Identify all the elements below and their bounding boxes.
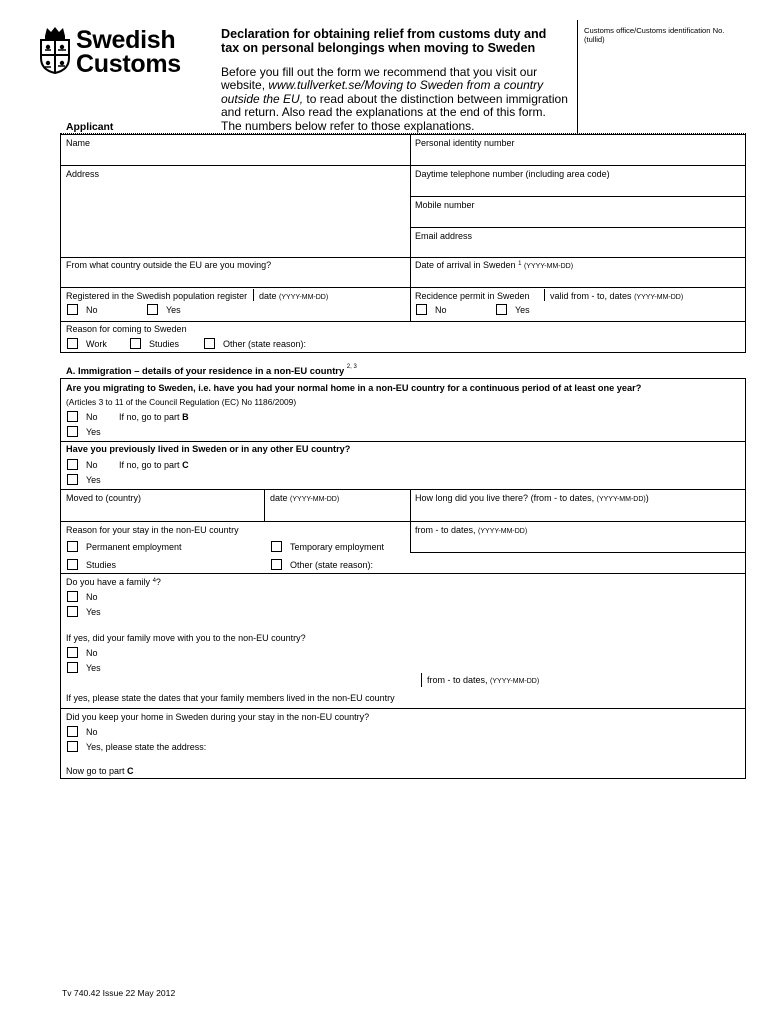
country-question-label: From what country outside the EU are you moving? xyxy=(66,260,272,270)
office-label-line-1: Customs office/Customs identification No. xyxy=(584,26,725,35)
divider xyxy=(60,321,746,322)
divider xyxy=(60,165,746,166)
arrival-date-text: Date of arrival in Sweden xyxy=(415,260,516,270)
personal-id-label: Personal identity number xyxy=(415,138,515,148)
from-to-text: from - to dates, xyxy=(415,525,476,535)
intro-website-link-cont[interactable]: outside the EU, xyxy=(221,91,304,106)
date-format-hint: (YYYY-MM-DD) xyxy=(290,496,340,503)
title-line-1: Declaration for obtaining relief from customs duty and xyxy=(221,27,547,41)
address-label: Address xyxy=(66,169,100,179)
intro-line-2-pre: website, xyxy=(221,78,269,93)
country-field[interactable] xyxy=(61,272,409,286)
go-to-text: Now go to part xyxy=(66,766,125,776)
reason-label: Reason for coming to Sweden xyxy=(66,324,187,334)
intro-line-2 xyxy=(221,79,571,92)
keep-home-no-label: No xyxy=(86,727,98,737)
permit-yes-checkbox[interactable] xyxy=(496,304,507,315)
how-long-text: How long did you live there? (from - to dates, xyxy=(415,493,595,503)
arrival-date-field[interactable] xyxy=(411,272,745,286)
perm-employment-label: Permanent employment xyxy=(86,542,182,552)
customs-office-label xyxy=(584,26,754,44)
moved-date-field[interactable] xyxy=(265,505,409,520)
address-field[interactable] xyxy=(61,181,409,256)
logo-wordmark xyxy=(76,28,181,76)
form-title xyxy=(221,27,571,55)
divider xyxy=(60,573,746,574)
date-format-hint: (YYYY-MM-DD) xyxy=(279,294,329,301)
how-long-field[interactable] xyxy=(411,505,745,520)
intro-line-4: and return. Also read the explanations at the end of this form. xyxy=(221,105,546,120)
reason-work-checkbox[interactable] xyxy=(67,338,78,349)
family-no-label: No xyxy=(86,592,98,602)
stay-other-label: Other (state reason): xyxy=(290,560,374,570)
field-separator xyxy=(421,673,422,687)
migrating-question: Are you migrating to Sweden, i.e. have you had your normal home in a non-EU country for a continuous period of at least one year? xyxy=(66,383,642,393)
stay-other-checkbox[interactable] xyxy=(271,559,282,570)
stay-studies-checkbox[interactable] xyxy=(67,559,78,570)
moved-to-label: Moved to (country) xyxy=(66,493,142,503)
form-footer: Tv 740.42 Issue 22 May 2012 xyxy=(62,988,176,998)
family-yes-checkbox[interactable] xyxy=(67,606,78,617)
divider xyxy=(410,552,746,553)
arrival-date-label xyxy=(415,260,573,272)
valid-from-text: valid from - to, dates xyxy=(550,291,632,301)
registered-yes-label: Yes xyxy=(166,305,181,315)
date-text: date xyxy=(259,291,277,301)
part-b-ref: B xyxy=(182,412,189,422)
reason-other-checkbox[interactable] xyxy=(204,338,215,349)
date-format-hint: (YYYY-MM-DD) xyxy=(634,294,684,301)
go-to-part-b xyxy=(119,412,189,423)
how-long-close: ) xyxy=(645,493,649,503)
registered-no-checkbox[interactable] xyxy=(67,304,78,315)
mobile-label: Mobile number xyxy=(415,200,475,210)
title-line-2: tax on personal belongings when moving to Sweden xyxy=(221,41,536,55)
daytime-phone-field[interactable] xyxy=(411,181,745,195)
moved-to-field[interactable] xyxy=(61,505,263,520)
reason-work-label: Work xyxy=(86,339,107,349)
family-dates-label: If yes, please state the dates that your family members lived in the non-EU country xyxy=(66,693,395,703)
residence-permit-label: Recidence permit in Sweden xyxy=(415,291,530,301)
divider xyxy=(410,227,746,228)
coat-of-arms-icon xyxy=(38,26,72,74)
temp-employment-checkbox[interactable] xyxy=(271,541,282,552)
intro-website-link[interactable]: www.tullverket.se/Moving to Sweden from a country xyxy=(268,78,544,93)
regulation-note: (Articles 3 to 11 of the Council Regulation (EC) No 1186/2009) xyxy=(66,397,297,407)
go-to-part-c xyxy=(119,460,189,471)
email-field[interactable] xyxy=(411,243,745,256)
previously-lived-question: Have you previously lived in Sweden or in any other EU country? xyxy=(66,444,351,454)
family-no-checkbox[interactable] xyxy=(67,591,78,602)
part-c-ref: C xyxy=(182,460,189,470)
personal-id-field[interactable] xyxy=(411,150,745,164)
daytime-phone-label: Daytime telephone number (including area code) xyxy=(415,169,610,179)
reason-studies-checkbox[interactable] xyxy=(130,338,141,349)
reason-other-label: Other (state reason): xyxy=(223,339,307,349)
office-label-line-2: (tullid) xyxy=(584,35,605,44)
keep-home-yes-checkbox[interactable] xyxy=(67,741,78,752)
family-from-to-label xyxy=(427,675,539,687)
divider xyxy=(60,257,746,258)
go-to-part-c-final xyxy=(66,766,134,777)
family-move-yes-label: Yes xyxy=(86,663,101,673)
intro-line-3-post: to read about the distinction between immigration xyxy=(303,91,568,106)
perm-employment-checkbox[interactable] xyxy=(67,541,78,552)
name-label: Name xyxy=(66,138,91,148)
swedish-customs-logo xyxy=(38,26,188,78)
family-move-no-label: No xyxy=(86,648,98,658)
logo-line-1: Swedish xyxy=(76,26,176,54)
keep-home-no-checkbox[interactable] xyxy=(67,726,78,737)
previously-no-checkbox[interactable] xyxy=(67,459,78,470)
registered-label: Registered in the Swedish population register xyxy=(66,291,248,301)
family-yes-label: Yes xyxy=(86,607,101,617)
moved-date-label xyxy=(270,493,339,505)
part-c-ref: C xyxy=(127,766,134,776)
field-separator xyxy=(253,289,254,301)
logo-line-2: Customs xyxy=(76,50,181,78)
intro-line-3 xyxy=(221,93,571,106)
previously-yes-label: Yes xyxy=(86,475,101,485)
family-move-no-checkbox[interactable] xyxy=(67,647,78,658)
divider xyxy=(410,196,746,197)
applicant-heading: Applicant xyxy=(66,122,114,133)
divider xyxy=(60,441,746,442)
stay-studies-label: Studies xyxy=(86,560,117,570)
date-format-hint: (YYYY-MM-DD) xyxy=(523,263,574,270)
family-question xyxy=(66,577,161,588)
footnote-ref: 1 xyxy=(518,261,522,267)
name-field[interactable] xyxy=(61,150,409,164)
previously-yes-checkbox[interactable] xyxy=(67,474,78,485)
divider xyxy=(60,521,746,522)
section-a-heading xyxy=(66,365,357,376)
intro-line-5: The numbers below refer to those explanations. xyxy=(221,118,475,133)
family-move-question: If yes, did your family move with you to the non-EU country? xyxy=(66,633,306,643)
divider xyxy=(60,708,746,709)
migrating-yes-checkbox[interactable] xyxy=(67,426,78,437)
section-a-heading-text: A. Immigration – details of your residence in a non-EU country xyxy=(66,365,345,376)
intro-text xyxy=(221,66,571,133)
from-to-text: from - to dates, xyxy=(427,675,488,685)
how-long-label xyxy=(415,493,649,505)
date-format-hint: (YYYY-MM-DD) xyxy=(490,678,540,685)
keep-home-yes-label: Yes, please state the address: xyxy=(86,742,207,752)
migrating-yes-label: Yes xyxy=(86,427,101,437)
intro-line-1: Before you fill out the form we recommend that you visit our xyxy=(221,65,538,79)
temp-employment-label: Temporary employment xyxy=(290,542,385,552)
migrating-no-checkbox[interactable] xyxy=(67,411,78,422)
date-format-hint: (YYYY-MM-DD) xyxy=(478,528,528,535)
migrating-no-label: No xyxy=(86,412,98,422)
family-move-yes-checkbox[interactable] xyxy=(67,662,78,673)
divider xyxy=(60,287,746,288)
permit-no-checkbox[interactable] xyxy=(416,304,427,315)
mobile-field[interactable] xyxy=(411,212,745,226)
family-question-text: Do you have a family xyxy=(66,577,151,587)
if-no-text: If no, go to part xyxy=(119,412,180,422)
family-question-end: ? xyxy=(155,577,161,587)
date-format-hint: (YYYY-MM-DD) xyxy=(596,496,646,503)
permit-yes-label: Yes xyxy=(515,305,530,315)
reason-stay-label: Reason for your stay in the non-EU country xyxy=(66,525,239,535)
permit-no-label: No xyxy=(435,305,447,315)
field-separator xyxy=(544,289,545,301)
registered-yes-checkbox[interactable] xyxy=(147,304,158,315)
previously-no-label: No xyxy=(86,460,98,470)
footnote-ref: 2, 3 xyxy=(346,364,357,370)
date-text: date xyxy=(270,493,288,503)
permit-valid-label xyxy=(550,291,683,303)
email-label: Email address xyxy=(415,231,473,241)
registered-no-label: No xyxy=(86,305,98,315)
footnote-ref: 4 xyxy=(152,578,156,584)
stay-from-to-label xyxy=(415,525,527,537)
divider xyxy=(60,489,746,490)
registered-date-label xyxy=(259,291,328,303)
if-no-text: If no, go to part xyxy=(119,460,180,470)
keep-home-question: Did you keep your home in Sweden during your stay in the non-EU country? xyxy=(66,712,370,722)
reason-studies-label: Studies xyxy=(149,339,180,349)
